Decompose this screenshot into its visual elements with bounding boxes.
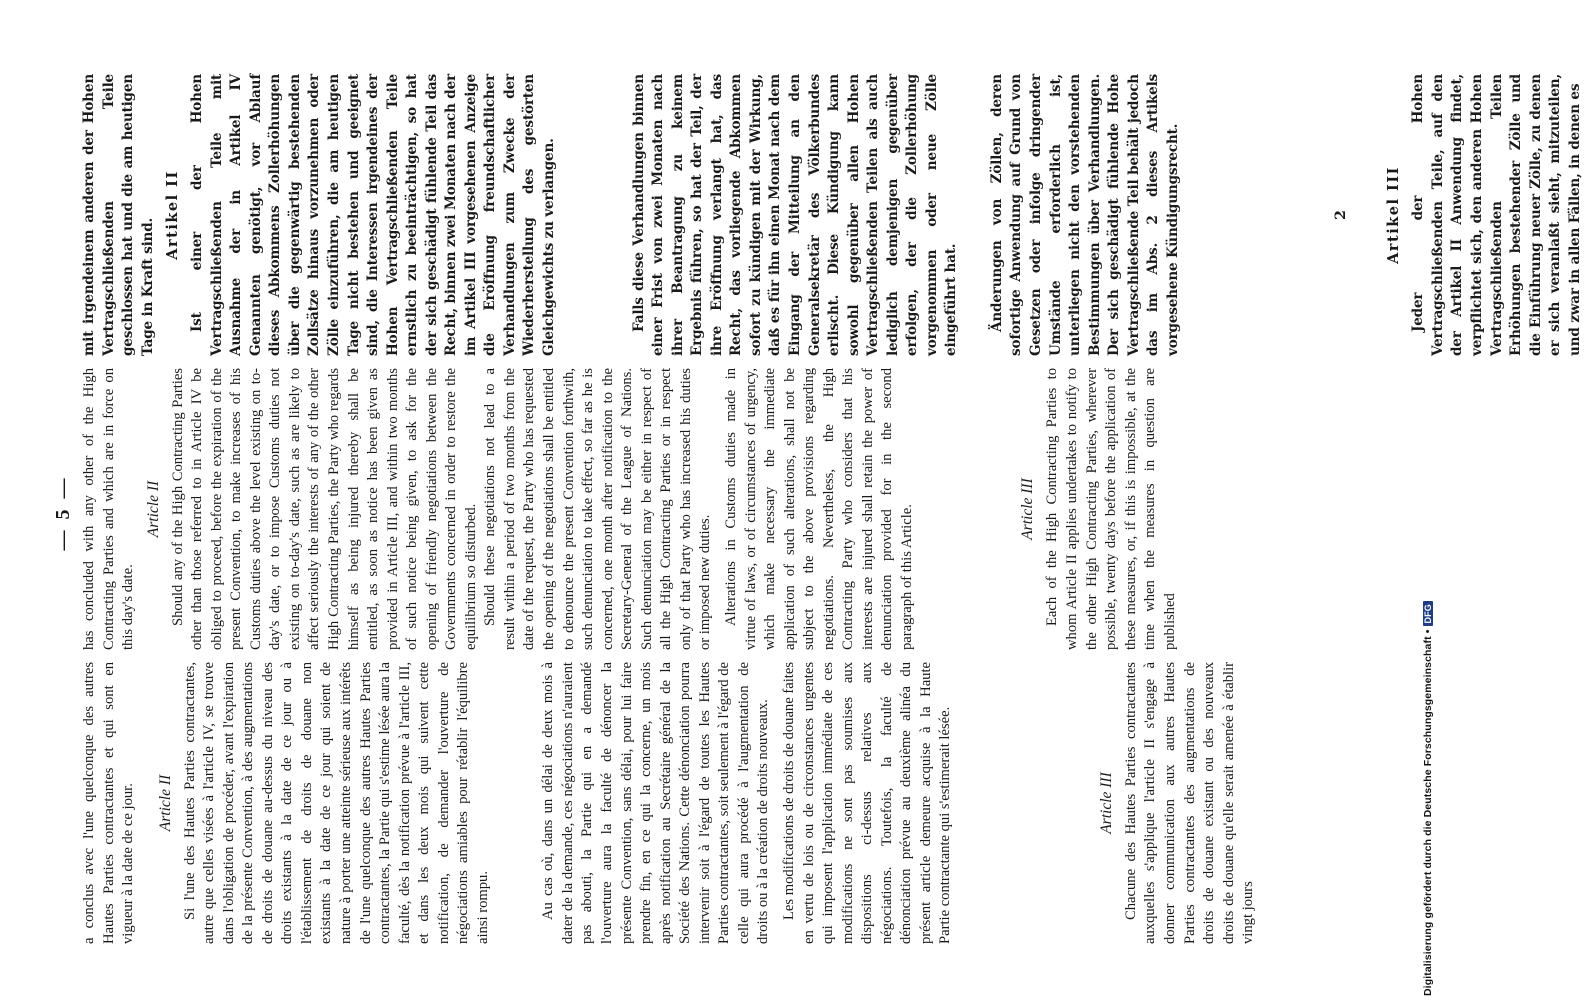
german-article-2-paragraph-1: Ist einer der Hohen Vertragschließenden Teile mit Ausnahme der in Artikel IV Genannten genötigt, vor Ablauf dieses Abkommens Zollerhöhungen über die gegenwärtig bestehenden Zollsätze hinaus vorzunehmen oder Zölle einzuführen, die am heutigen Tage nicht bestehen und geeignet sind, die Interessen irgendeines der Hohen Vertragschließenden Teile ernstlich zu beeinträchtigen, so hat der sich geschädigt fühlende Teil das Recht, binnen zwei Monaten nach der im Artikel III vorgesehenen Anzeige die Eröffnung freundschaftlicher Verhandlungen zum Zwecke der Wiederherstellung des gestörten Gleichgewichts zu verlangen. — [189, 74, 558, 356]
page-number: — 5 — — [52, 475, 74, 551]
german-article-3-title: Artikel III — [1385, 166, 1403, 264]
english-article-3-title: Article III — [1019, 478, 1037, 540]
german-column — [80, 74, 1583, 356]
english-article-3-paragraph-1: Each of the High Contracting Parties to whom Article II applies undertakes to notify to the other High Contracting Parties, wherever possible, twenty days before the application of these measures, or, if this is impossible, at the time when the measures in question are published — [1044, 368, 1178, 650]
digitization-attribution — [1422, 1, 1434, 996]
english-article-2-title: Article II — [144, 480, 162, 538]
english-article-2-paragraph-1: Should any of the High Contracting Parties other than those referred to in Article IV be obliged to proceed, before the expiration of the present Convention, to make increases of his Customs duties above the level existing on to-day's date, or to impose Customs duties not existing on to-day's date, such as are likely to affect seriously the interests of any of the other High Contracting Parties, the Party who regards himself as being injured thereby shall be entitled, as soon as notice has been given as provided in Article III, and within two months of such notice being given, to ask for the opening of friendly negotiations between the Governments concerned in order to restore the equilibrium so disturbed. — [169, 368, 479, 650]
german-article-3-paragraph-1: Jeder der Hohen Vertragschließenden Teile, auf den der Artikel II Anwendung findet, verpflichtet sich, den anderen Hohen Vertragschließenden Teilen Erhöhungen bestehender Zölle und die Einführung neuer Zölle, zu denen er sich veranlaßt sieht, mitzuteilen, und zwar in allen Fällen, in denen es — [1410, 74, 1583, 356]
french-intro: a conclus avec l'une quelconque des autres Hautes Parties contractantes et qui sont en vigueur à la date de ce jour. — [81, 662, 137, 944]
english-intro: has concluded with any other of the High Contracting Parties and which are in force on this day's date. — [81, 368, 137, 650]
english-article-2-paragraph-3: Alterations in Customs duties made in virtue of laws, or of circumstances of urgency, which make necessary the immediate application of such alterations, shall not be subject to the above provisions regarding negotiations. Nevertheless, the High Contracting Party who considers that his interests are injured shall retain the power of denunciation provided for in the second paragraph of this Article. — [722, 368, 915, 650]
dfg-logo: DFG — [1423, 601, 1433, 626]
german-article-2-paragraph-2: Falls diese Verhandlungen binnen einer Frist von zwei Monaten nach ihrer Beantragung zu keinem Ergebnis führen, so hat der Teil, der ihre Eröffnung verlangt hat, das Recht, das vorliegende Abkommen sofort zu kündigen mit der Wirkung, daß es für ihn einen Monat nach dem Eingang der Mitteilung an den Generalsekretär des Völkerbundes erlischt. Diese Kündigung kann sowohl gegenüber allen Hohen Vertragschließenden Teilen als auch lediglich demjenigen gegenüber erfolgen, der die Zollerhöhung vorgenommen oder neue Zölle eingeführt hat. — [630, 74, 960, 356]
french-article-2-title: Article II — [156, 774, 174, 832]
french-article-3-paragraph-1: Chacune des Hautes Parties contractantes auxquelles s'applique l'article II s'engage à donner communication aux autres Hautes Parties contractantes des augmentations de droits de douane existant ou des nouveaux droits de douane qu'elle serait amenée à établir vingt jours — [1122, 662, 1257, 944]
german-article-2-paragraph-3: Änderungen von Zöllen, deren sofortige Anwendung auf Grund von Gesetzen oder infolge dringender Umstände erforderlich ist, unterliegen nicht den vorstehenden Bestimmungen über Verhandlungen. Der sich geschädigt fühlende Hohe Vertragschließende Teil behält jedoch das im Abs. 2 dieses Artikels vorgesehene Kündigungsrecht. — [988, 74, 1181, 356]
german-intro: mit irgendeinem anderen der Hohen Vertragschließenden Teile geschlossen hat und die am heutigen Tage in Kraft sind. — [81, 74, 156, 356]
french-article-2-paragraph-3: Les modifications de droits de douane faites en vertu de lois ou de circonstances urgentes qui imposent l'application immédiate de ces modifications ne sont pas soumises aux dispositions ci-dessus relatives aux négociations. Toutefois, la faculté de dénonciation prévue au deuxième alinéa du présent article demeure acquise à la Haute Partie contractante qui s'estimerait lésée. — [780, 662, 954, 944]
french-article-2-paragraph-1: Si l'une des Hautes Parties contractantes, autre que celles visées à l'article IV, se trouve dans l'obligation de procéder, avant l'expiration de la présente Convention, à des augmentations de droits de douane au-dessus du niveau des droits existants à la date de ce jour ou à l'établissement de droits de douane non existants à la date de ce jour qui soient de nature à porter une atteinte sérieuse aux intérêts de l'une quelconque des autres Hautes Parties contractantes, la Partie qui s'estime lésée aura la faculté, dès la notification prévue à l'article III, et dans les deux mois qui suivent cette notification, de demander l'ouverture de négociations amiables pour rétablir l'équilibre ainsi rompu. — [181, 662, 491, 944]
english-column — [80, 368, 1390, 650]
french-article-3-title: Article III — [1097, 772, 1115, 834]
french-column — [80, 662, 1390, 944]
signature-mark: 2 — [1333, 210, 1349, 220]
english-article-2-paragraph-2: Should these negotiations not lead to a result within a period of two months from the date of the request, the Party who has requested the opening of the negotiations shall be entitled to denounce the present Convention forthwith, such denunciation to take effect, so far as he is concerned, one month after notification to the Secretary-General of the League of Nations. Such denunciation may be either in respect of all the High Contracting Parties or in respect only of that Party who has increased his duties or imposed new duties. — [482, 368, 714, 650]
attribution-text: Digitalisierung gefördert durch die Deutsche Forschungsgemeinschaft • — [1422, 629, 1434, 996]
french-article-2-paragraph-2: Au cas où, dans un délai de deux mois à dater de la demande, ces négociations n'auraient pas abouti, la Partie qui en a demandé l'ouverture aura la faculté de dénoncer la présente Convention, sans délai, pour lui faire prendre fin, en ce qui la concerne, un mois après notification au Secrétaire général de la Société des Nations. Cette dénonciation pourra intervenir soit à l'égard de toutes les Hautes Parties contractantes, soit seulement à l'égard de celle qui aura procédé à l'augmentation de droits ou à la création de droits nouveaux. — [540, 662, 772, 944]
german-article-2-title: Artikel II — [164, 170, 182, 260]
